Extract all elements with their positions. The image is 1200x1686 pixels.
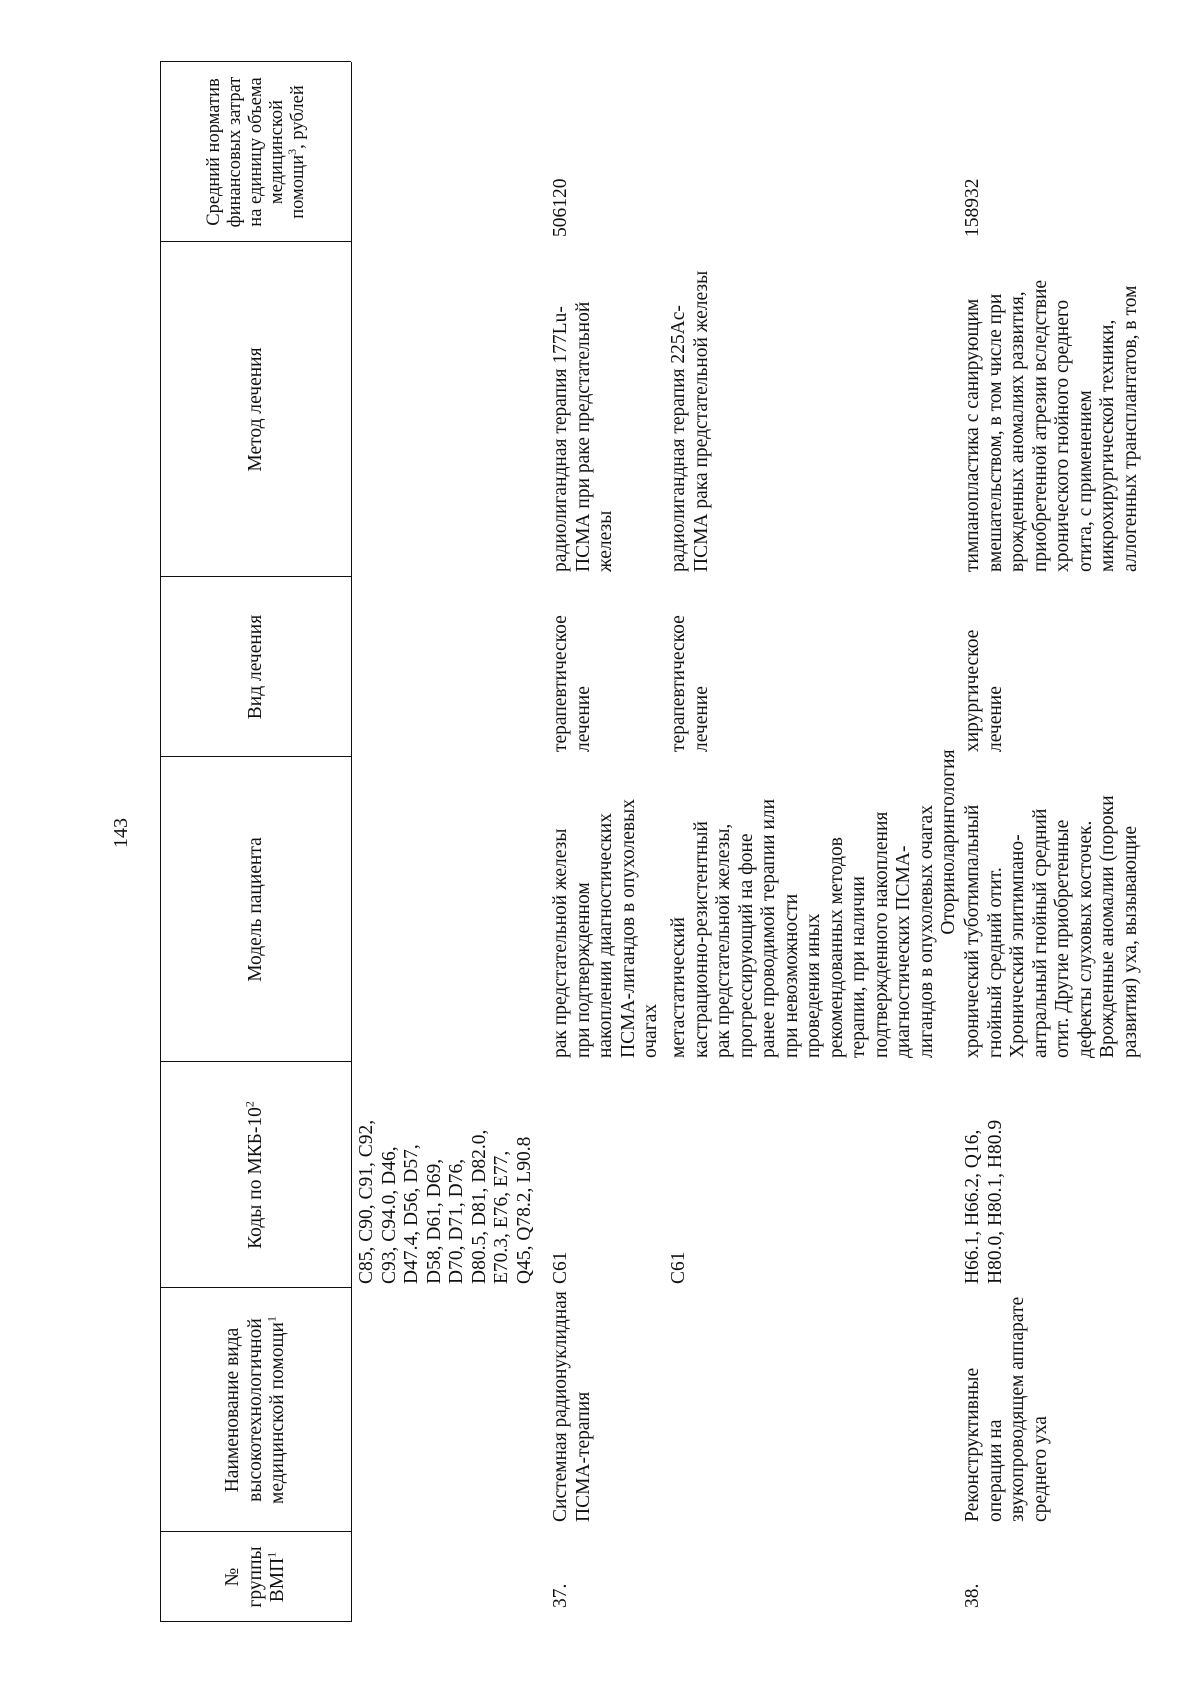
row37-number: 37. bbox=[550, 1583, 571, 1608]
header-care-type-name: Наименование вида высокотехнологичной медицинской помощи$^1$ bbox=[222, 1316, 289, 1504]
header-treatment-method: Метод лечения bbox=[244, 347, 266, 472]
row38-code: H66.1, H66.2, Q16, H80.0, H80.1, H80.9 bbox=[962, 1119, 1006, 1284]
row38-number: 38. bbox=[962, 1583, 983, 1608]
row38-cost: 158932 bbox=[962, 178, 983, 237]
row37-model-2: метастатический кастрационно-резистентный рак предстательной железы, прогрессирующий на фоне ранее проводимой терапии или при невозможности проведения иных рекомендованных методов терапии, при наличии подтвержденного накопления диагностических ПСМА- лигандов в опухолевых очагах bbox=[668, 798, 937, 1058]
section-title: Оториноларингология bbox=[938, 749, 959, 935]
header-treatment-type: Вид лечения bbox=[244, 614, 266, 720]
table-top-border bbox=[160, 62, 161, 1622]
row37-code-1: C61 bbox=[550, 1251, 571, 1284]
row38-name: Реконструктивные операции на звукопроводящем аппарате среднего уха bbox=[962, 1296, 1051, 1522]
row37-cost: 506120 bbox=[550, 178, 571, 237]
row38-model: хронический туботимпальный гнойный средний отит. Хронический эпитимпано- антральный гнойный средний отит. Другие приобретенные дефекты слуховых косточек. Врожденные аномалии (пороки развития) уха, вызывающие bbox=[962, 795, 1141, 1058]
header-icd-codes: Коды по МКБ-$10^2$ bbox=[242, 1101, 266, 1249]
header-cost-standard: Средний норматив финансовых затрат на единицу объема медицинской помощи$^3$, рублей bbox=[203, 76, 308, 228]
row37-method-2: радиолигандная терапия 225Ac- ПСМА рака предстательной железы bbox=[668, 270, 712, 572]
header-bottom-border bbox=[351, 62, 352, 1622]
header-patient-model: Модель пациента bbox=[244, 837, 266, 982]
page-number: 143 bbox=[110, 818, 132, 848]
row38-type: хирургическое лечение bbox=[962, 629, 1006, 752]
continuation-codes: C85, C90, C91, C92, C93, C94.0, D46, D47.4, D56, D57, D58, D61, D69, D70, D71, D76, D80.5, D81, D82.0, E70.3, E76, E77, Q45, Q78.2, L90.8 bbox=[356, 1119, 535, 1284]
rotated-table bbox=[160, 62, 1200, 1622]
row37-code-2: C61 bbox=[668, 1251, 689, 1284]
header-group-number: № группы ВМП$^1$ bbox=[222, 1546, 289, 1608]
row37-model-1: рак предстательной железы при подтвержденном накоплении диагностических ПСМА-лигандов в опухолевых очагах bbox=[550, 799, 661, 1058]
row37-name: Системная радионуклидная ПСМА-терапия bbox=[550, 1291, 594, 1522]
row37-type-1: терапевтическое лечение bbox=[550, 615, 594, 752]
row37-method-1: радиолигандная терапия 177Lu- ПСМА при раке предстательной железы bbox=[550, 301, 616, 572]
row37-type-2: терапевтическое лечение bbox=[668, 615, 712, 752]
row38-method: тимпанопластика с санирующим вмешательством, в том числе при врожденных аномалиях развития, приобретенной атрезии вследствие хронического гнойного среднего отита, с применением микрохирургической техники, аллогенных трансплантатов, в том bbox=[962, 279, 1141, 572]
